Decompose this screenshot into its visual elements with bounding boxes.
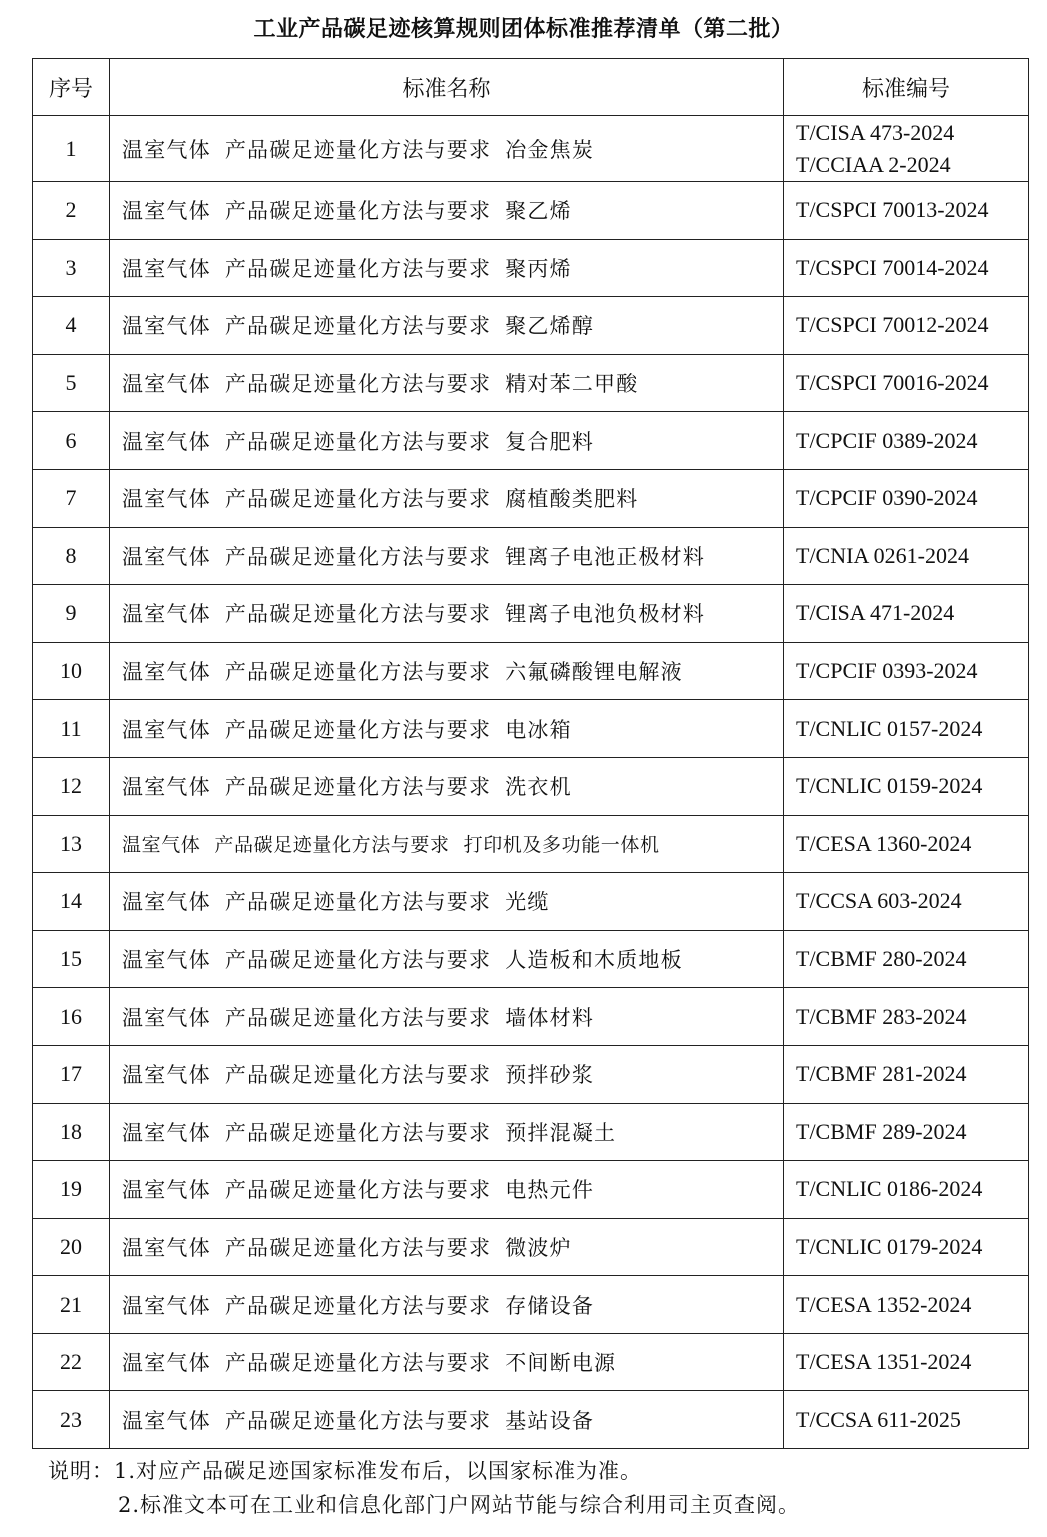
- name-method: 产品碳足迹量化方法与要求: [224, 314, 492, 339]
- row-standard-name: [110, 700, 784, 758]
- standard-code: T/CNLIC 0179-2024: [796, 1233, 983, 1259]
- row-standard-name: [110, 1333, 784, 1391]
- row-standard-name: [110, 642, 784, 700]
- table-row: [33, 988, 1029, 1046]
- row-standard-name: [110, 1276, 784, 1334]
- name-method: 产品碳足迹量化方法与要求: [224, 487, 492, 512]
- row-standard-name: [110, 412, 784, 470]
- table-row: [33, 585, 1029, 643]
- row-seq: 9: [33, 585, 110, 643]
- row-seq: 20: [33, 1218, 110, 1276]
- name-prefix: 温室气体: [122, 1408, 211, 1433]
- table-row: [33, 930, 1029, 988]
- row-seq: 23: [33, 1391, 110, 1449]
- name-prefix: 温室气体: [122, 1178, 211, 1203]
- name-product: 基站设备: [505, 1408, 595, 1433]
- name-prefix: 温室气体: [122, 372, 211, 397]
- row-standard-name: [110, 1045, 784, 1103]
- row-standard-name: [110, 930, 784, 988]
- row-standard-code: [784, 182, 1029, 240]
- standard-code: T/CPCIF 0390-2024: [796, 485, 978, 511]
- name-product: 预拌混凝土: [505, 1120, 617, 1145]
- table-row: [33, 297, 1029, 355]
- name-prefix: 温室气体: [122, 256, 211, 281]
- name-prefix: 温室气体: [122, 775, 211, 800]
- standards-table: [32, 58, 1029, 1449]
- row-standard-code: [784, 527, 1029, 585]
- row-standard-name: [110, 354, 784, 412]
- name-product: 预拌砂浆: [505, 1063, 595, 1088]
- table-row: [33, 1161, 1029, 1219]
- name-method: 产品碳足迹量化方法与要求: [224, 256, 492, 281]
- row-seq: 2: [33, 182, 110, 240]
- notes: [48, 1454, 800, 1522]
- row-standard-name: [110, 1218, 784, 1276]
- row-standard-name: [110, 297, 784, 355]
- row-standard-code: [784, 930, 1029, 988]
- row-standard-code: [784, 1218, 1029, 1276]
- row-seq: 12: [33, 757, 110, 815]
- table-row: [33, 239, 1029, 297]
- row-standard-code: [784, 757, 1029, 815]
- name-product: 光缆: [505, 890, 550, 915]
- standard-code: T/CSPCI 70014-2024: [796, 254, 989, 280]
- note-item-1: 1.对应产品碳足迹国家标准发布后，以国家标准为准。: [114, 1459, 643, 1483]
- name-method: 产品碳足迹量化方法与要求: [224, 372, 492, 397]
- name-product: 聚乙烯: [505, 199, 572, 224]
- row-seq: 15: [33, 930, 110, 988]
- row-seq: 5: [33, 354, 110, 412]
- page-title: 工业产品碳足迹核算规则团体标准推荐清单（第二批）: [253, 17, 794, 42]
- table-row: [33, 354, 1029, 412]
- standard-code: T/CNIA 0261-2024: [796, 542, 969, 568]
- table-row: [33, 469, 1029, 527]
- standard-code: T/CSPCI 70016-2024: [796, 370, 989, 396]
- row-seq: 4: [33, 297, 110, 355]
- name-method: 产品碳足迹量化方法与要求: [224, 660, 492, 685]
- row-standard-code: [784, 1276, 1029, 1334]
- header-seq: 序号: [33, 59, 110, 116]
- row-standard-code: [784, 1045, 1029, 1103]
- name-method: 产品碳足迹量化方法与要求: [224, 1178, 492, 1203]
- table-row: [33, 700, 1029, 758]
- standard-code: T/CNLIC 0159-2024: [796, 773, 983, 799]
- row-standard-code: [784, 815, 1029, 873]
- name-product: 聚乙烯醇: [505, 314, 595, 339]
- row-standard-code: [784, 412, 1029, 470]
- standard-code: T/CPCIF 0393-2024: [796, 658, 978, 684]
- row-seq: 14: [33, 873, 110, 931]
- name-product: 电热元件: [505, 1178, 595, 1203]
- name-product: 锂离子电池正极材料: [505, 544, 706, 569]
- table-row: [33, 527, 1029, 585]
- standard-code: T/CPCIF 0389-2024: [796, 427, 978, 453]
- row-standard-name: [110, 182, 784, 240]
- name-prefix: 温室气体: [122, 487, 211, 512]
- name-prefix: 温室气体: [122, 660, 211, 685]
- table-row: [33, 1218, 1029, 1276]
- name-product: 不间断电源: [505, 1351, 617, 1376]
- row-seq: 8: [33, 527, 110, 585]
- name-product: 腐植酸类肥料: [505, 487, 639, 512]
- name-method: 产品碳足迹量化方法与要求: [224, 199, 492, 224]
- table-row: [33, 757, 1029, 815]
- standard-code: T/CCSA 611-2025: [796, 1406, 961, 1432]
- row-standard-code: [784, 642, 1029, 700]
- standard-code: T/CISA 473-2024: [796, 119, 955, 145]
- name-method: 产品碳足迹量化方法与要求: [224, 1351, 492, 1376]
- table-row: [33, 1276, 1029, 1334]
- row-standard-name: [110, 527, 784, 585]
- standard-code: T/CBMF 280-2024: [796, 946, 967, 972]
- note-item-2: 2.标准文本可在工业和信息化部门户网站节能与综合利用司主页查阅。: [118, 1493, 801, 1517]
- name-method: 产品碳足迹量化方法与要求: [224, 890, 492, 915]
- row-seq: 10: [33, 642, 110, 700]
- row-seq: 13: [33, 815, 110, 873]
- row-standard-code: [784, 469, 1029, 527]
- table-row: [33, 412, 1029, 470]
- name-method: 产品碳足迹量化方法与要求: [224, 1063, 492, 1088]
- table-row: [33, 1045, 1029, 1103]
- row-standard-name: [110, 116, 784, 182]
- name-method: 产品碳足迹量化方法与要求: [224, 775, 492, 800]
- row-standard-code: [784, 1391, 1029, 1449]
- standard-code: T/CBMF 281-2024: [796, 1061, 967, 1087]
- name-method: 产品碳足迹量化方法与要求: [214, 834, 450, 857]
- name-prefix: 温室气体: [122, 314, 211, 339]
- name-prefix: 温室气体: [122, 1120, 211, 1145]
- standard-code: T/CESA 1360-2024: [796, 830, 972, 856]
- name-prefix: 温室气体: [122, 1351, 211, 1376]
- name-prefix: 温室气体: [122, 1293, 211, 1318]
- row-standard-code: [784, 354, 1029, 412]
- table-row: [33, 642, 1029, 700]
- header-code: 标准编号: [784, 59, 1029, 116]
- name-product: 存储设备: [505, 1293, 595, 1318]
- row-standard-name: [110, 815, 784, 873]
- table-row: [33, 1103, 1029, 1161]
- row-seq: 6: [33, 412, 110, 470]
- name-product: 锂离子电池负极材料: [505, 602, 706, 627]
- row-standard-code: [784, 297, 1029, 355]
- standard-code: T/CNLIC 0157-2024: [796, 715, 983, 741]
- table-row: [33, 815, 1029, 873]
- name-product: 精对苯二甲酸: [505, 372, 639, 397]
- name-product: 复合肥料: [505, 429, 595, 454]
- row-standard-name: [110, 988, 784, 1046]
- name-method: 产品碳足迹量化方法与要求: [224, 137, 492, 162]
- name-method: 产品碳足迹量化方法与要求: [224, 602, 492, 627]
- name-product: 墙体材料: [505, 1005, 595, 1030]
- standard-code: T/CCIAA 2-2024: [796, 151, 951, 177]
- row-standard-name: [110, 469, 784, 527]
- name-product: 聚丙烯: [505, 256, 572, 281]
- row-seq: 19: [33, 1161, 110, 1219]
- name-product: 打印机及多功能一体机: [463, 834, 660, 857]
- notes-label: 说明：: [48, 1459, 114, 1483]
- standard-code: T/CCSA 603-2024: [796, 888, 962, 914]
- row-standard-code: [784, 1161, 1029, 1219]
- name-method: 产品碳足迹量化方法与要求: [224, 948, 492, 973]
- row-standard-name: [110, 873, 784, 931]
- name-product: 六氟磷酸锂电解液: [505, 660, 683, 685]
- note-line-1: [48, 1454, 800, 1488]
- standard-code: T/CISA 471-2024: [796, 600, 955, 626]
- row-standard-name: [110, 1391, 784, 1449]
- row-standard-name: [110, 1103, 784, 1161]
- name-method: 产品碳足迹量化方法与要求: [224, 1293, 492, 1318]
- row-seq: 21: [33, 1276, 110, 1334]
- name-method: 产品碳足迹量化方法与要求: [224, 544, 492, 569]
- table-header-row: [33, 59, 1029, 116]
- row-standard-name: [110, 757, 784, 815]
- standard-code: T/CSPCI 70013-2024: [796, 197, 989, 223]
- row-seq: 17: [33, 1045, 110, 1103]
- name-prefix: 温室气体: [122, 137, 211, 162]
- standard-code: T/CESA 1352-2024: [796, 1291, 972, 1317]
- note-line-2: [48, 1488, 800, 1522]
- name-method: 产品碳足迹量化方法与要求: [224, 429, 492, 454]
- standard-code: T/CBMF 289-2024: [796, 1118, 967, 1144]
- row-standard-code: [784, 1103, 1029, 1161]
- name-prefix: 温室气体: [122, 1005, 211, 1030]
- name-method: 产品碳足迹量化方法与要求: [224, 1120, 492, 1145]
- row-standard-name: [110, 585, 784, 643]
- name-product: 冶金焦炭: [505, 137, 595, 162]
- name-prefix: 温室气体: [122, 717, 211, 742]
- row-standard-code: [784, 585, 1029, 643]
- name-prefix: 温室气体: [122, 1235, 211, 1260]
- row-standard-code: [784, 1333, 1029, 1391]
- row-standard-name: [110, 239, 784, 297]
- name-prefix: 温室气体: [122, 429, 211, 454]
- name-product: 微波炉: [505, 1235, 572, 1260]
- name-product: 人造板和木质地板: [505, 948, 683, 973]
- table-body: [33, 116, 1029, 1449]
- row-standard-code: [784, 239, 1029, 297]
- standard-code: T/CNLIC 0186-2024: [796, 1176, 983, 1202]
- name-product: 电冰箱: [505, 717, 572, 742]
- name-prefix: 温室气体: [122, 544, 211, 569]
- row-seq: 3: [33, 239, 110, 297]
- name-prefix: 温室气体: [122, 199, 211, 224]
- name-prefix: 温室气体: [122, 948, 211, 973]
- name-prefix: 温室气体: [122, 834, 201, 857]
- standard-code: T/CBMF 283-2024: [796, 1003, 967, 1029]
- row-seq: 22: [33, 1333, 110, 1391]
- row-seq: 1: [33, 116, 110, 182]
- row-standard-name: [110, 1161, 784, 1219]
- header-name: 标准名称: [110, 59, 784, 116]
- name-method: 产品碳足迹量化方法与要求: [224, 1235, 492, 1260]
- standard-code: T/CESA 1351-2024: [796, 1349, 972, 1375]
- row-seq: 11: [33, 700, 110, 758]
- row-standard-code: [784, 116, 1029, 182]
- table-row: [33, 182, 1029, 240]
- table-row: [33, 873, 1029, 931]
- name-product: 洗衣机: [505, 775, 572, 800]
- row-standard-code: [784, 873, 1029, 931]
- name-prefix: 温室气体: [122, 1063, 211, 1088]
- row-standard-code: [784, 700, 1029, 758]
- name-prefix: 温室气体: [122, 602, 211, 627]
- name-prefix: 温室气体: [122, 890, 211, 915]
- row-standard-code: [784, 988, 1029, 1046]
- name-method: 产品碳足迹量化方法与要求: [224, 1408, 492, 1433]
- name-method: 产品碳足迹量化方法与要求: [224, 1005, 492, 1030]
- row-seq: 16: [33, 988, 110, 1046]
- table-row: [33, 116, 1029, 182]
- row-seq: 18: [33, 1103, 110, 1161]
- row-seq: 7: [33, 469, 110, 527]
- name-method: 产品碳足迹量化方法与要求: [224, 717, 492, 742]
- table-row: [33, 1391, 1029, 1449]
- standard-code: T/CSPCI 70012-2024: [796, 312, 989, 338]
- table-row: [33, 1333, 1029, 1391]
